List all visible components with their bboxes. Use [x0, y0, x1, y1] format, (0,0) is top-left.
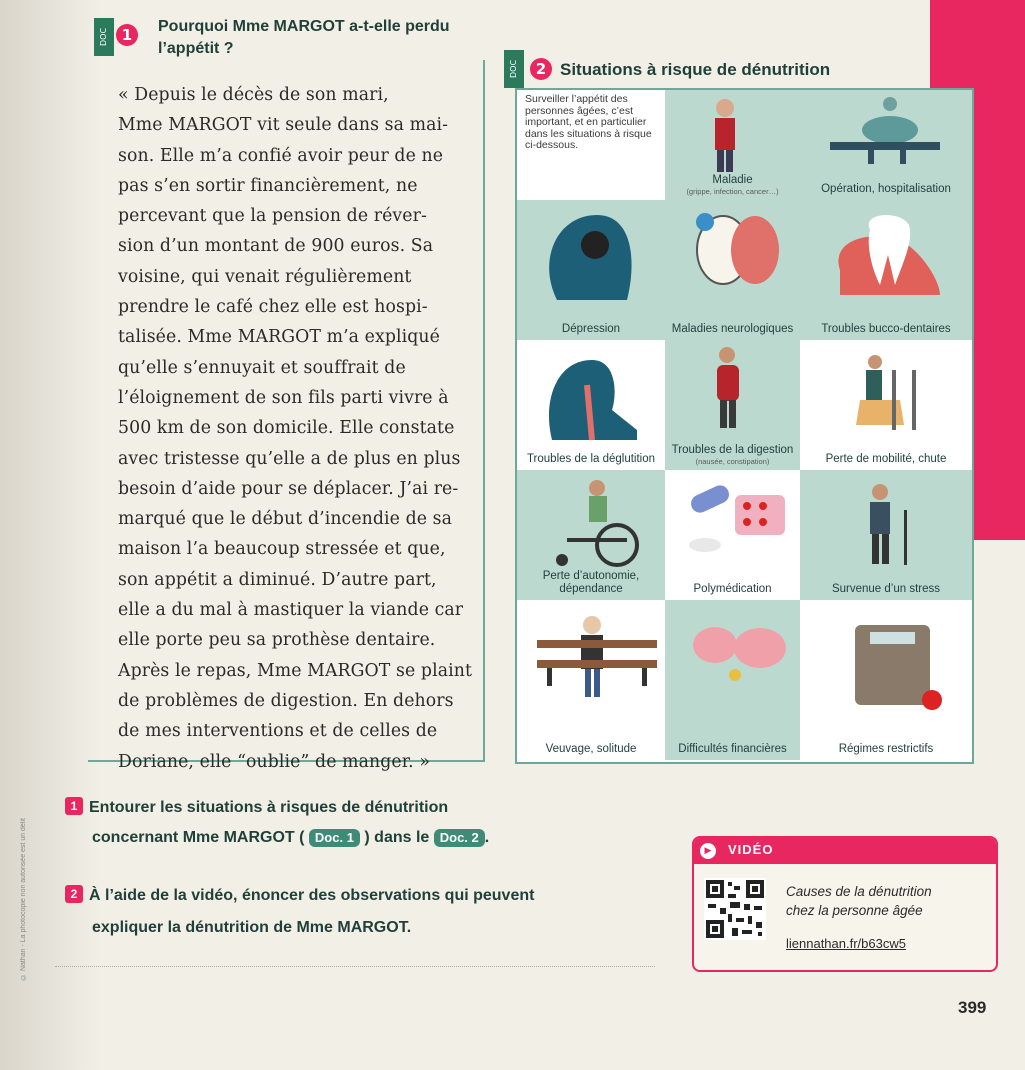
piggy-bank-icon — [665, 600, 800, 735]
cell-label: Perte d’autonomie, dépendance — [542, 570, 640, 595]
qr-code-icon[interactable] — [704, 878, 766, 940]
question-2-number: 2 — [65, 885, 83, 903]
cell-label: Dépression — [561, 323, 621, 335]
cell-sub: (grippe, infection, cancer…) — [686, 187, 779, 196]
quote-line: « Depuis le décès de son mari, — [118, 85, 389, 105]
question-1 — [65, 794, 448, 822]
quote-line: avec tristesse qu’elle a de plus en plus — [118, 448, 461, 469]
quote-line: voisine, qui venait régulièrement — [118, 266, 412, 287]
play-icon[interactable]: ▶ — [700, 843, 716, 859]
video-header — [694, 838, 996, 864]
question-1-text-a: Entourer les situations à risques de dénutrition — [89, 799, 449, 816]
quote-line: elle porte peu sa prothèse dentaire. — [118, 630, 436, 651]
copyright-notice: © Nathan - La photocopie non autorisée est un délit — [20, 818, 27, 980]
cell-operation — [800, 90, 972, 200]
sick-person-icon — [665, 90, 800, 180]
quote-line: percevant que la pension de réver- — [118, 206, 427, 227]
quote-line: son appétit a diminué. D’autre part, — [118, 569, 437, 590]
question-1-text-b: concernant Mme MARGOT ( — [92, 829, 305, 846]
doc2-number: 2 — [530, 58, 552, 80]
quote-line: marqué que le début d’incendie de sa — [118, 509, 453, 530]
quote-line: son. Elle m’a confié avoir peur de ne — [118, 145, 444, 166]
stressed-elderly-icon — [800, 470, 972, 580]
cell-depression — [517, 200, 665, 340]
pills-icon — [665, 470, 800, 580]
doc1-number: 1 — [116, 24, 138, 46]
cell-maladie — [665, 90, 800, 200]
throat-icon — [517, 340, 665, 450]
video-title-line-2: chez la personne âgée — [786, 903, 923, 918]
cell-label: Veuvage, solitude — [545, 743, 637, 755]
quote-line: pas s’en sortir financièrement, ne — [118, 175, 418, 196]
doc1-reference: Doc. 1 — [309, 829, 360, 847]
brain-icon — [665, 200, 800, 320]
cell-label: Difficultés financières — [678, 743, 787, 755]
video-title — [786, 882, 932, 920]
quote-line: besoin d’aide pour se déplacer. J’ai re- — [118, 478, 459, 499]
question-1-line-2 — [92, 824, 489, 852]
question-1-text-d: . — [484, 829, 490, 846]
cell-financieres — [665, 600, 800, 760]
cell-label: Troubles bucco-dentaires — [821, 323, 951, 335]
doc2-title: Situations à risque de dénutrition — [560, 60, 831, 79]
quote-line: maison l’a beaucoup stressée et que, — [118, 539, 446, 560]
doc1-title: Pourquoi Mme MARGOT a-t-elle perdu l’appétit ? — [158, 18, 450, 57]
quote-line: talisée. Mme MARGOT m’a expliqué — [118, 327, 440, 348]
doc2-reference: Doc. 2 — [434, 829, 485, 847]
cell-digestion — [665, 340, 800, 470]
stomach-ache-icon — [665, 340, 800, 450]
cell-label: Perte de mobilité, chute — [825, 453, 947, 465]
cell-label: Maladie — [712, 174, 753, 186]
cell-stress — [800, 470, 972, 600]
quote-line: Mme MARGOT vit seule dans sa mai- — [118, 115, 449, 136]
cell-label: Survenue d’un stress — [831, 583, 941, 595]
cell-label: Polymédication — [693, 583, 772, 595]
quote-line: 500 km de son domicile. Elle constate — [118, 418, 455, 439]
doc2-tag: DOC — [504, 50, 524, 88]
depressed-head-icon — [517, 200, 665, 320]
cell-autonomie — [517, 470, 665, 600]
risk-situations-grid — [515, 88, 974, 764]
question-2 — [65, 882, 534, 910]
doc1-tag: DOC — [94, 18, 114, 56]
quote-line: de problèmes de digestion. En dehors — [118, 690, 454, 711]
cell-veuvage — [517, 600, 665, 760]
video-link[interactable]: liennathan.fr/b63cw5 — [786, 936, 906, 951]
quote-line: sion d’un montant de 900 euros. Sa — [118, 236, 434, 257]
cell-label: Troubles de la digestion — [671, 444, 794, 456]
cell-label: Opération, hospitalisation — [821, 183, 951, 195]
cell-mobilite — [800, 340, 972, 470]
cell-sub: (nausée, constipation) — [695, 457, 770, 466]
quote-line: elle a du mal à mastiquer la viande car — [118, 600, 464, 621]
answer-line — [55, 966, 655, 967]
tooth-icon — [800, 200, 972, 320]
cell-deglutition — [517, 340, 665, 470]
quote-line: Après le repas, Mme MARGOT se plaint — [118, 660, 473, 681]
cell-neurologiques — [665, 200, 800, 340]
question-2-line-2: expliquer la dénutrition de Mme MARGOT. — [92, 919, 412, 936]
page-number: 399 — [958, 998, 987, 1017]
quote-line: Doriane, elle “oublie” de manger. » — [118, 751, 431, 772]
quote-line: de mes interventions et de celles de — [118, 721, 438, 742]
video-box[interactable] — [692, 836, 998, 972]
cell-bucco-dentaires — [800, 200, 972, 340]
video-label: VIDÉO — [728, 842, 774, 857]
lonely-bench-icon — [517, 600, 665, 735]
quote-line: l’éloignement de son fils parti vivre à — [118, 387, 449, 408]
scale-apple-icon — [800, 600, 972, 735]
quote-line: qu’elle s’ennuyait et souffrait de — [118, 357, 406, 378]
grid-intro-text: Surveiller l’appétit des personnes âgées, c’est important, et en particulier dans les situations à risque ci-dessous. — [525, 93, 652, 151]
question-2-text-a: À l’aide de la vidéo, énoncer des observations qui peuvent — [89, 887, 535, 904]
question-1-number: 1 — [65, 797, 83, 815]
wheelchair-icon — [517, 470, 665, 580]
cell-label: Troubles de la déglutition — [526, 453, 656, 465]
cell-label: Régimes restrictifs — [838, 743, 934, 755]
hospital-bed-icon — [800, 90, 972, 180]
grid-intro-cell — [517, 90, 665, 200]
cell-polymedication — [665, 470, 800, 600]
cell-regimes — [800, 600, 972, 760]
quote-line: prendre le café chez elle est hospi- — [118, 297, 428, 318]
cell-label: Maladies neurologiques — [671, 323, 794, 335]
walker-person-icon — [800, 340, 972, 450]
question-1-text-c: ) dans le — [364, 829, 430, 846]
doc1-quote — [118, 80, 480, 777]
video-title-line-1: Causes de la dénutrition — [786, 884, 932, 899]
